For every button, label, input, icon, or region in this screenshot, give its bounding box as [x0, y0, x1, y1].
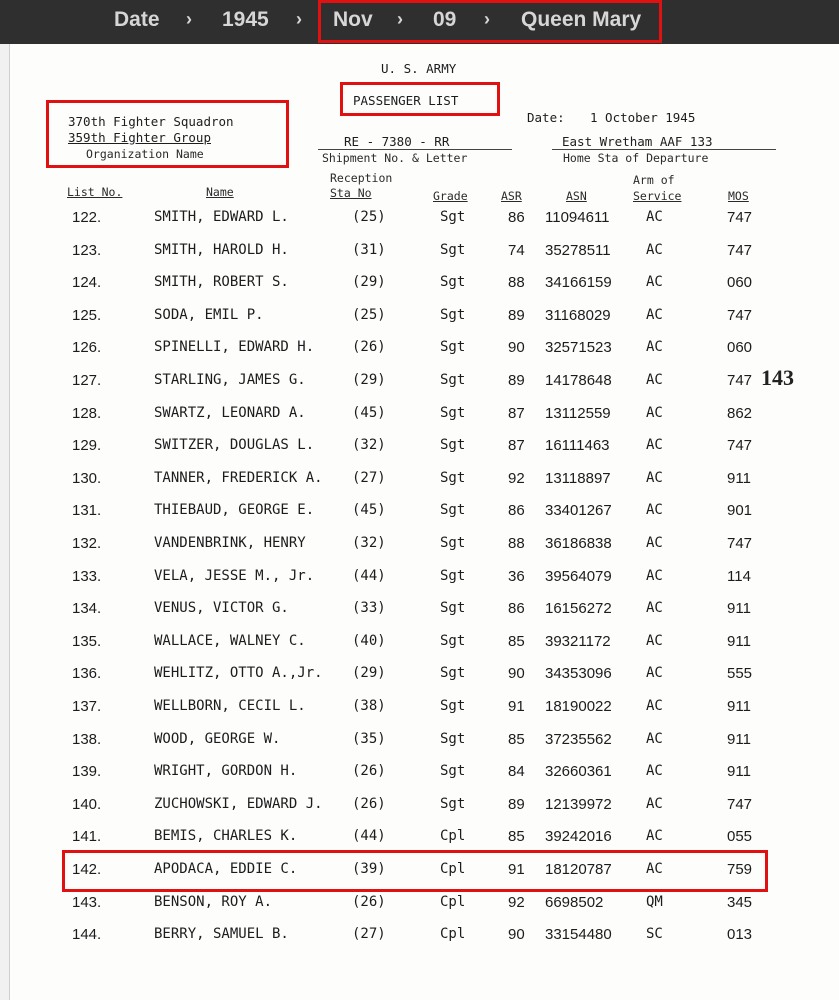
cell-name: VENUS, VICTOR G.: [154, 600, 289, 616]
cell-reception-sta: (44): [352, 828, 386, 844]
table-row: [0, 470, 839, 502]
cell-arm: AC: [646, 274, 663, 290]
cell-name: VELA, JESSE M., Jr.: [154, 568, 315, 584]
cell-name: BEMIS, CHARLES K.: [154, 828, 298, 844]
cell-name: VANDENBRINK, HENRY: [154, 535, 306, 551]
table-row: [0, 894, 839, 926]
organization-group: 359th Fighter Group: [68, 130, 211, 145]
cell-reception-sta: (33): [352, 600, 386, 616]
cell-grade: Sgt: [440, 568, 466, 584]
cell-asr: 85: [508, 633, 525, 650]
cell-asr: 84: [508, 763, 525, 780]
cell-name: SWITZER, DOUGLAS L.: [154, 437, 315, 453]
cell-name: SODA, EMIL P.: [154, 307, 264, 323]
cell-name: WELLBORN, CECIL L.: [154, 698, 306, 714]
breadcrumb-item-day[interactable]: 09: [433, 8, 457, 31]
cell-arm: AC: [646, 502, 663, 518]
cell-mos: 911: [727, 763, 751, 780]
shipment-caption: Shipment No. & Letter: [322, 151, 468, 165]
cell-asr: 88: [508, 535, 525, 552]
cell-mos: 055: [727, 828, 753, 845]
cell-asr: 92: [508, 894, 525, 911]
breadcrumb-item-month[interactable]: Nov: [333, 8, 373, 31]
table-row: [0, 535, 839, 567]
cell-asr: 91: [508, 861, 525, 878]
cell-mos: 747: [727, 437, 753, 454]
table-row: [0, 600, 839, 632]
cell-asn: 39242016: [545, 828, 612, 845]
cell-name: WALLACE, WALNEY C.: [154, 633, 306, 649]
cell-grade: Sgt: [440, 470, 466, 486]
cell-reception-sta: (32): [352, 437, 386, 453]
cell-list-no: 129.: [72, 437, 102, 454]
cell-list-no: 136.: [72, 665, 102, 682]
cell-grade: Cpl: [440, 926, 466, 942]
cell-asr: 92: [508, 470, 525, 487]
cell-list-no: 131.: [72, 502, 102, 519]
cell-mos: 013: [727, 926, 753, 943]
date-value: 1 October 1945: [590, 110, 696, 125]
cell-asn: 34166159: [545, 274, 612, 291]
cell-mos: 060: [727, 339, 753, 356]
cell-mos: 747: [727, 372, 753, 389]
cell-arm: AC: [646, 633, 663, 649]
table-row: [0, 372, 839, 404]
cell-mos: 901: [727, 502, 753, 519]
divider: [552, 149, 776, 150]
cell-arm: AC: [646, 242, 663, 258]
cell-asn: 32571523: [545, 339, 612, 356]
cell-asn: 13112559: [545, 405, 611, 422]
cell-arm: AC: [646, 796, 663, 812]
cell-reception-sta: (27): [352, 470, 386, 486]
cell-mos: 911: [727, 470, 751, 487]
cell-mos: 747: [727, 796, 753, 813]
organization-caption: Organization Name: [86, 147, 204, 161]
cell-reception-sta: (29): [352, 274, 386, 290]
cell-arm: AC: [646, 307, 663, 323]
cell-asn: 32660361: [545, 763, 612, 780]
cell-mos: 555: [727, 665, 753, 682]
cell-name: TANNER, FREDERICK A.: [154, 470, 323, 486]
cell-name: SMITH, ROBERT S.: [154, 274, 289, 290]
cell-arm: AC: [646, 861, 663, 877]
cell-reception-sta: (31): [352, 242, 386, 258]
cell-asr: 88: [508, 274, 525, 291]
cell-list-no: 128.: [72, 405, 102, 422]
cell-asr: 90: [508, 926, 525, 943]
cell-arm: AC: [646, 568, 663, 584]
cell-asn: 16156272: [545, 600, 612, 617]
cell-name: WOOD, GEORGE W.: [154, 731, 281, 747]
cell-asn: 6698502: [545, 894, 604, 911]
cell-mos: 060: [727, 274, 753, 291]
cell-asn: 35278511: [545, 242, 611, 259]
cell-arm: AC: [646, 698, 663, 714]
cell-asr: 89: [508, 307, 525, 324]
cell-reception-sta: (44): [352, 568, 386, 584]
column-header-grade: Grade: [433, 189, 468, 203]
cell-mos: 911: [727, 698, 751, 715]
cell-asn: 36186838: [545, 535, 612, 552]
chevron-right-icon: ›: [397, 9, 403, 29]
cell-arm: AC: [646, 600, 663, 616]
chevron-right-icon: ›: [186, 9, 192, 29]
cell-reception-sta: (25): [352, 307, 386, 323]
table-row: [0, 339, 839, 371]
cell-asn: 12139972: [545, 796, 612, 813]
cell-list-no: 138.: [72, 731, 102, 748]
cell-mos: 862: [727, 405, 753, 422]
cell-arm: SC: [646, 926, 663, 942]
cell-asn: 39564079: [545, 568, 612, 585]
divider: [318, 149, 512, 150]
title-highlight: [340, 82, 500, 116]
column-header-asr: ASR: [501, 189, 522, 203]
cell-reception-sta: (32): [352, 535, 386, 551]
date-label: Date:: [527, 110, 565, 125]
cell-reception-sta: (29): [352, 372, 386, 388]
cell-grade: Sgt: [440, 307, 466, 323]
cell-grade: Sgt: [440, 242, 466, 258]
table-row: [0, 437, 839, 469]
cell-list-no: 134.: [72, 600, 102, 617]
table-row: [0, 274, 839, 306]
cell-asn: 16111463: [545, 437, 610, 454]
cell-mos: 747: [727, 242, 753, 259]
cell-list-no: 135.: [72, 633, 102, 650]
cell-name: ZUCHOWSKI, EDWARD J.: [154, 796, 323, 812]
cell-grade: Sgt: [440, 665, 466, 681]
cell-list-no: 141.: [72, 828, 102, 845]
cell-reception-sta: (40): [352, 633, 386, 649]
column-header-mos: MOS: [728, 189, 749, 203]
breadcrumb-item-ship[interactable]: Queen Mary: [521, 8, 642, 31]
cell-asn: 31168029: [545, 307, 611, 324]
cell-grade: Cpl: [440, 894, 466, 910]
cell-reception-sta: (26): [352, 894, 386, 910]
cell-name: BERRY, SAMUEL B.: [154, 926, 289, 942]
table-row: [0, 731, 839, 763]
cell-arm: AC: [646, 470, 663, 486]
cell-asr: 86: [508, 209, 525, 226]
cell-name: SPINELLI, EDWARD H.: [154, 339, 315, 355]
cell-asr: 86: [508, 502, 525, 519]
cell-grade: Sgt: [440, 339, 466, 355]
row-highlight: [62, 850, 768, 892]
cell-mos: 911: [727, 731, 751, 748]
cell-arm: AC: [646, 535, 663, 551]
cell-asn: 37235562: [545, 731, 612, 748]
table-row: [0, 405, 839, 437]
cell-list-no: 140.: [72, 796, 102, 813]
cell-grade: Sgt: [440, 535, 466, 551]
breadcrumb-item-date[interactable]: Date: [114, 8, 160, 31]
cell-asr: 74: [508, 242, 525, 259]
cell-asr: 87: [508, 405, 525, 422]
cell-list-no: 127.: [72, 372, 102, 389]
cell-asr: 90: [508, 665, 525, 682]
cell-grade: Sgt: [440, 633, 466, 649]
cell-asn: 33401267: [545, 502, 612, 519]
cell-list-no: 122.: [72, 209, 102, 226]
column-header-reception: Reception: [330, 171, 393, 185]
document-title: PASSENGER LIST: [353, 93, 459, 108]
table-row: [0, 242, 839, 274]
army-heading: U. S. ARMY: [381, 61, 457, 76]
cell-name: SMITH, EDWARD L.: [154, 209, 289, 225]
breadcrumb-highlight: [318, 0, 662, 43]
cell-reception-sta: (26): [352, 796, 386, 812]
cell-mos: 911: [727, 633, 751, 650]
cell-asr: 86: [508, 600, 525, 617]
cell-mos: 114: [727, 568, 751, 585]
cell-grade: Sgt: [440, 731, 466, 747]
cell-mos: 747: [727, 209, 753, 226]
column-header-service: Service: [633, 189, 682, 203]
cell-list-no: 132.: [72, 535, 102, 552]
column-header-name: Name: [206, 185, 234, 199]
table-row: [0, 796, 839, 828]
cell-asn: 14178648: [545, 372, 612, 389]
cell-list-no: 133.: [72, 568, 102, 585]
table-row: [0, 568, 839, 600]
cell-reception-sta: (45): [352, 502, 386, 518]
cell-asn: 39321172: [545, 633, 611, 650]
cell-arm: AC: [646, 731, 663, 747]
cell-grade: Cpl: [440, 828, 466, 844]
cell-reception-sta: (25): [352, 209, 386, 225]
cell-grade: Sgt: [440, 796, 466, 812]
cell-list-no: 143.: [72, 894, 102, 911]
cell-asn: 33154480: [545, 926, 612, 943]
cell-reception-sta: (26): [352, 339, 386, 355]
table-row: [0, 763, 839, 795]
margin-page-number: 143: [761, 365, 794, 390]
column-header-sta-no: Sta No: [330, 186, 372, 200]
column-header-arm: Arm of: [633, 173, 675, 187]
cell-asn: 11094611: [545, 209, 610, 226]
cell-asr: 87: [508, 437, 525, 454]
breadcrumb-item-year[interactable]: 1945: [222, 8, 269, 31]
chevron-right-icon: ›: [484, 9, 490, 29]
cell-asr: 36: [508, 568, 525, 585]
table-row: [0, 633, 839, 665]
chevron-right-icon: ›: [296, 9, 302, 29]
cell-name: SWARTZ, LEONARD A.: [154, 405, 306, 421]
organization-squadron: 370th Fighter Squadron: [68, 114, 234, 129]
cell-mos: 345: [727, 894, 753, 911]
cell-arm: AC: [646, 763, 663, 779]
cell-arm: QM: [646, 894, 663, 910]
cell-name: STARLING, JAMES G.: [154, 372, 306, 388]
cell-name: APODACA, EDDIE C.: [154, 861, 298, 877]
cell-arm: AC: [646, 372, 663, 388]
cell-name: THIEBAUD, GEORGE E.: [154, 502, 315, 518]
table-row: [0, 502, 839, 534]
table-row: [0, 307, 839, 339]
cell-grade: Sgt: [440, 209, 466, 225]
cell-asn: 18120787: [545, 861, 612, 878]
cell-grade: Sgt: [440, 372, 466, 388]
cell-grade: Sgt: [440, 437, 466, 453]
cell-name: WRIGHT, GORDON H.: [154, 763, 298, 779]
cell-arm: AC: [646, 405, 663, 421]
table-row: [0, 698, 839, 730]
cell-mos: 911: [727, 600, 751, 617]
column-header-list-no: List No.: [67, 185, 123, 199]
cell-reception-sta: (39): [352, 861, 386, 877]
cell-list-no: 137.: [72, 698, 102, 715]
cell-name: SMITH, HAROLD H.: [154, 242, 289, 258]
cell-list-no: 126.: [72, 339, 102, 356]
cell-name: BENSON, ROY A.: [154, 894, 273, 910]
cell-arm: AC: [646, 828, 663, 844]
cell-asr: 85: [508, 828, 525, 845]
cell-asr: 91: [508, 698, 525, 715]
cell-grade: Sgt: [440, 502, 466, 518]
cell-list-no: 139.: [72, 763, 102, 780]
home-station: East Wretham AAF 133: [562, 134, 713, 149]
cell-grade: Sgt: [440, 405, 466, 421]
cell-grade: Cpl: [440, 861, 466, 877]
cell-list-no: 142.: [72, 861, 102, 878]
cell-reception-sta: (27): [352, 926, 386, 942]
cell-list-no: 124.: [72, 274, 102, 291]
cell-list-no: 123.: [72, 242, 102, 259]
shipment-number: RE - 7380 - RR: [344, 134, 450, 149]
cell-asr: 89: [508, 796, 525, 813]
cell-asr: 89: [508, 372, 525, 389]
cell-reception-sta: (29): [352, 665, 386, 681]
cell-mos: 747: [727, 307, 753, 324]
cell-asr: 90: [508, 339, 525, 356]
cell-asn: 18190022: [545, 698, 612, 715]
cell-grade: Sgt: [440, 274, 466, 290]
cell-asr: 85: [508, 731, 525, 748]
cell-list-no: 130.: [72, 470, 102, 487]
cell-reception-sta: (35): [352, 731, 386, 747]
cell-grade: Sgt: [440, 600, 466, 616]
cell-arm: AC: [646, 339, 663, 355]
column-header-asn: ASN: [566, 189, 587, 203]
table-row: [0, 209, 839, 241]
cell-grade: Sgt: [440, 698, 466, 714]
cell-reception-sta: (26): [352, 763, 386, 779]
cell-list-no: 144.: [72, 926, 102, 943]
cell-reception-sta: (45): [352, 405, 386, 421]
organization-highlight: [46, 100, 289, 168]
cell-grade: Sgt: [440, 763, 466, 779]
cell-asn: 13118897: [545, 470, 611, 487]
cell-arm: AC: [646, 209, 663, 225]
cell-reception-sta: (38): [352, 698, 386, 714]
cell-list-no: 125.: [72, 307, 102, 324]
cell-mos: 747: [727, 535, 753, 552]
home-station-caption: Home Sta of Departure: [563, 151, 709, 165]
cell-asn: 34353096: [545, 665, 612, 682]
table-row: [0, 665, 839, 697]
cell-mos: 759: [727, 861, 753, 878]
table-row: [0, 926, 839, 958]
cell-name: WEHLITZ, OTTO A.,Jr.: [154, 665, 323, 681]
cell-arm: AC: [646, 437, 663, 453]
cell-arm: AC: [646, 665, 663, 681]
